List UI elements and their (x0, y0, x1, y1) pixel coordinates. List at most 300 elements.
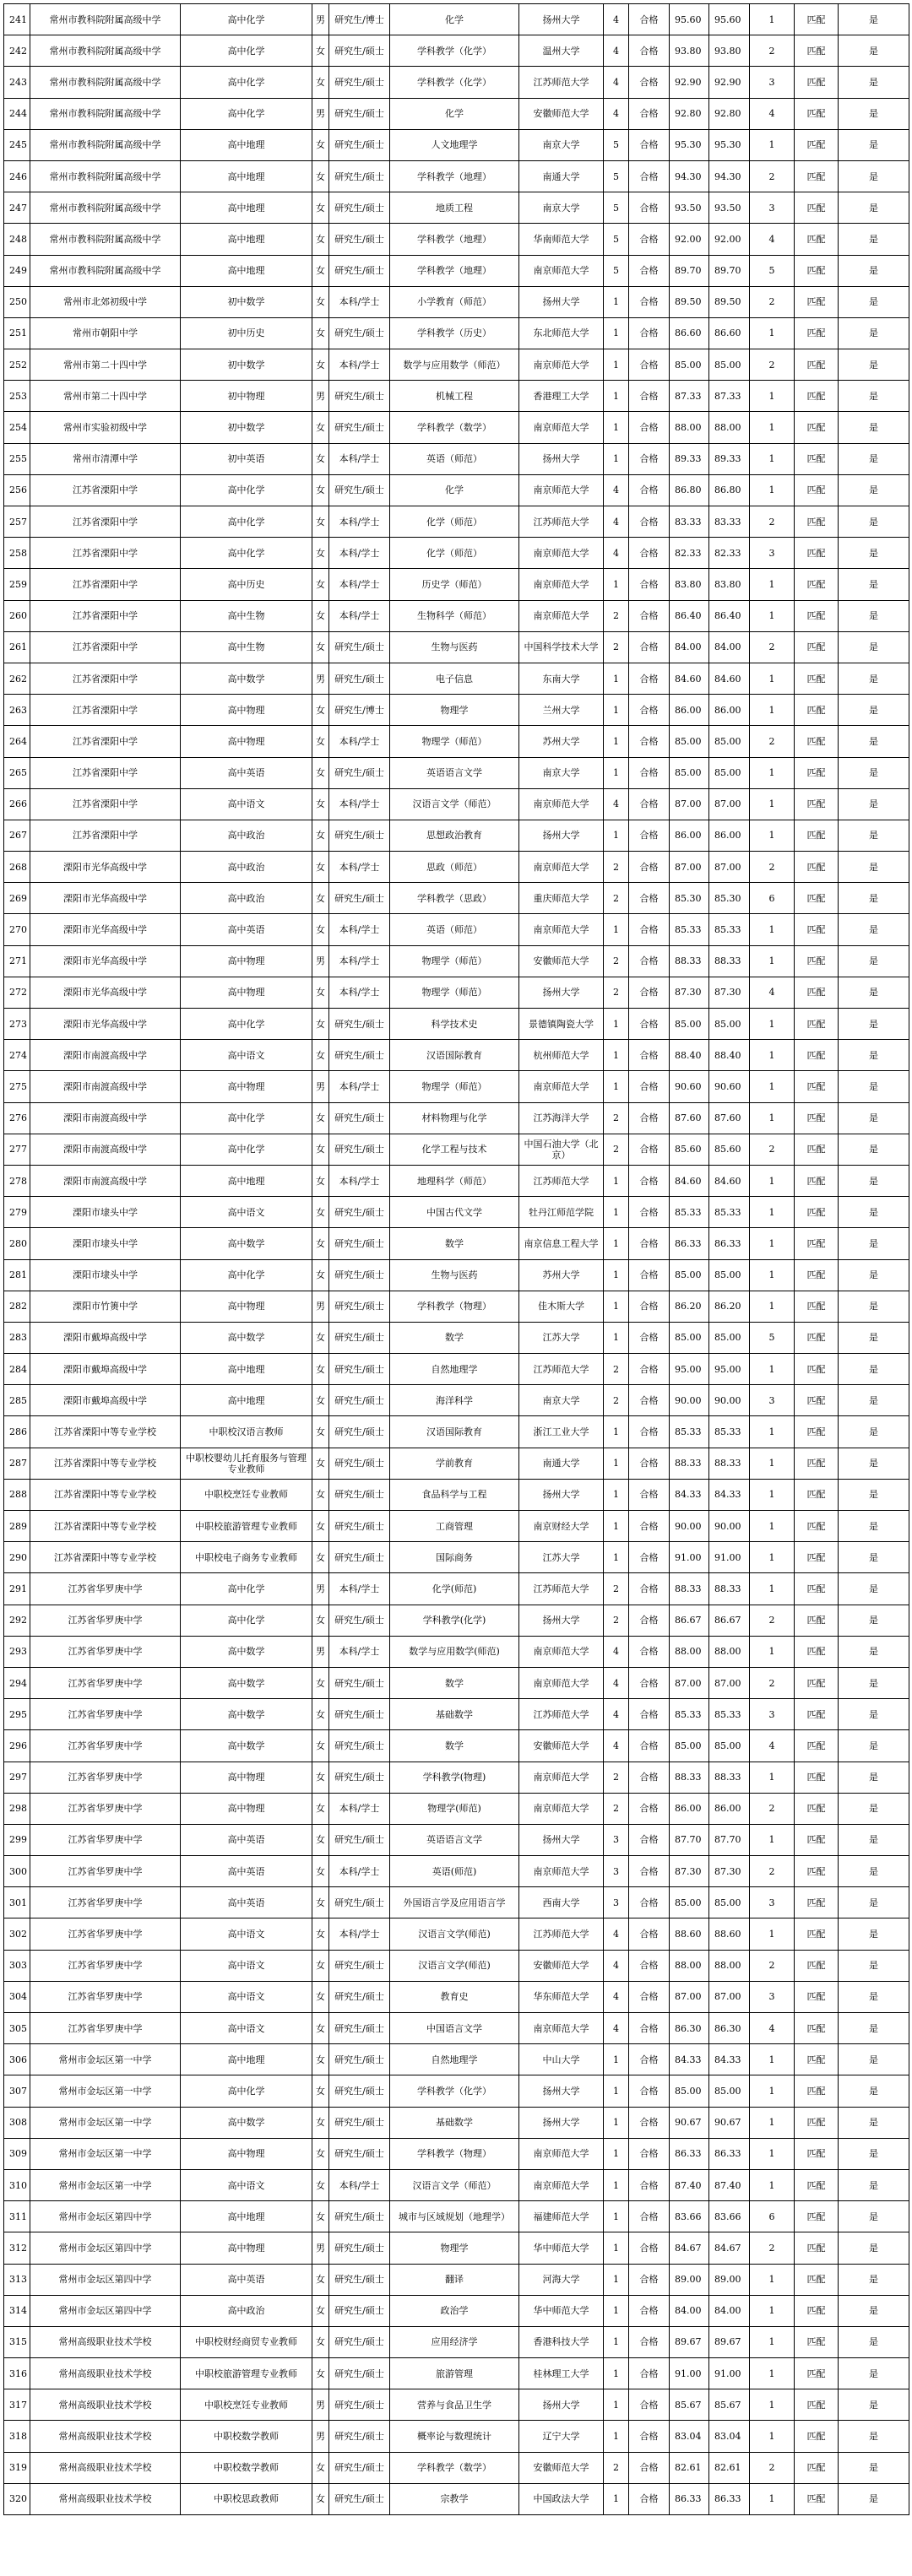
proposed-hire-cell: 是 (839, 1856, 909, 1887)
qualification-cell: 合格 (629, 1699, 670, 1730)
degree-cell: 研究生/硕士 (329, 1730, 390, 1762)
rank-cell: 2 (750, 160, 795, 192)
position-cell: 高中物理 (181, 1793, 312, 1824)
proposed-hire-cell: 是 (839, 1479, 909, 1510)
position-cell: 中职校数学教师 (181, 2452, 312, 2483)
university-cell: 中山大学 (519, 2044, 604, 2075)
major-cell: 化学(师范) (390, 1573, 519, 1605)
major-cell: 汉语言文学(师范) (390, 1918, 519, 1950)
row-number-cell: 243 (4, 67, 30, 98)
score-cell: 91.00 (670, 2358, 709, 2389)
university-cell: 江苏大学 (519, 1322, 604, 1353)
table-row (4, 883, 909, 914)
position-cell: 高中英语 (181, 1824, 312, 1855)
degree-cell: 研究生/硕士 (329, 2075, 390, 2107)
rank-cell: 2 (750, 1856, 795, 1887)
table-row (4, 1448, 909, 1479)
quota-cell: 2 (604, 977, 629, 1008)
quota-cell: 1 (604, 1009, 629, 1040)
gender-cell: 男 (312, 2232, 329, 2264)
degree-cell: 研究生/硕士 (329, 192, 390, 224)
match-cell: 匹配 (795, 1605, 839, 1636)
table-row (4, 1511, 909, 1542)
proposed-hire-cell: 是 (839, 1197, 909, 1228)
score-cell: 86.00 (670, 1793, 709, 1824)
row-number-cell: 301 (4, 1887, 30, 1918)
proposed-hire-cell: 是 (839, 1887, 909, 1918)
total-score-cell: 83.80 (709, 569, 750, 600)
rank-cell: 1 (750, 914, 795, 945)
match-cell: 匹配 (795, 757, 839, 788)
table-row (4, 2107, 909, 2138)
university-cell: 温州大学 (519, 35, 604, 67)
school-cell: 江苏省华罗庚中学 (30, 2013, 181, 2044)
match-cell: 匹配 (795, 2013, 839, 2044)
proposed-hire-cell: 是 (839, 160, 909, 192)
degree-cell: 研究生/硕士 (329, 1259, 390, 1291)
proposed-hire-cell: 是 (839, 945, 909, 977)
university-cell: 南京师范大学 (519, 349, 604, 381)
row-number-cell: 266 (4, 788, 30, 820)
total-score-cell: 85.00 (709, 2075, 750, 2107)
score-cell: 92.80 (670, 98, 709, 129)
school-cell: 江苏省溧阳中学 (30, 820, 181, 851)
score-cell: 90.60 (670, 1071, 709, 1102)
rank-cell: 1 (750, 1197, 795, 1228)
degree-cell: 本科/学士 (329, 1856, 390, 1887)
gender-cell: 男 (312, 1071, 329, 1102)
university-cell: 江苏大学 (519, 1542, 604, 1573)
row-number-cell: 275 (4, 1071, 30, 1102)
rank-cell: 2 (750, 1667, 795, 1698)
rank-cell: 1 (750, 1291, 795, 1322)
gender-cell: 女 (312, 2138, 329, 2169)
quota-cell: 1 (604, 317, 629, 349)
degree-cell: 本科/学士 (329, 914, 390, 945)
qualification-cell: 合格 (629, 1511, 670, 1542)
school-cell: 常州市金坛区第一中学 (30, 2044, 181, 2075)
qualification-cell: 合格 (629, 1479, 670, 1510)
position-cell: 高中物理 (181, 945, 312, 977)
match-cell: 匹配 (795, 2421, 839, 2452)
score-cell: 82.61 (670, 2452, 709, 2483)
match-cell: 匹配 (795, 1824, 839, 1855)
proposed-hire-cell: 是 (839, 1730, 909, 1762)
row-number-cell: 308 (4, 2107, 30, 2138)
table-row (4, 1856, 909, 1887)
degree-cell: 研究生/硕士 (329, 2358, 390, 2389)
school-cell: 江苏省华罗庚中学 (30, 1667, 181, 1698)
score-cell: 87.30 (670, 1856, 709, 1887)
proposed-hire-cell: 是 (839, 631, 909, 663)
proposed-hire-cell: 是 (839, 2295, 909, 2326)
rank-cell: 1 (750, 1416, 795, 1448)
position-cell: 高中物理 (181, 1762, 312, 1793)
gender-cell: 女 (312, 1511, 329, 1542)
position-cell: 中职校婴幼儿托育服务与管理专业教师 (181, 1448, 312, 1479)
major-cell: 历史学（师范） (390, 569, 519, 600)
rank-cell: 1 (750, 1573, 795, 1605)
row-number-cell: 280 (4, 1228, 30, 1259)
quota-cell: 1 (604, 2358, 629, 2389)
quota-cell: 4 (604, 67, 629, 98)
gender-cell: 女 (312, 569, 329, 600)
qualification-cell: 合格 (629, 1134, 670, 1165)
row-number-cell: 316 (4, 2358, 30, 2389)
gender-cell: 女 (312, 35, 329, 67)
school-cell: 江苏省溧阳中等专业学校 (30, 1542, 181, 1573)
position-cell: 高中化学 (181, 98, 312, 129)
match-cell: 匹配 (795, 255, 839, 286)
rank-cell: 1 (750, 569, 795, 600)
score-cell: 84.67 (670, 2232, 709, 2264)
degree-cell: 本科/学士 (329, 945, 390, 977)
match-cell: 匹配 (795, 1793, 839, 1824)
major-cell: 化学工程与技术 (390, 1134, 519, 1165)
proposed-hire-cell: 是 (839, 2138, 909, 2169)
quota-cell: 1 (604, 663, 629, 694)
rank-cell: 1 (750, 1762, 795, 1793)
row-number-cell: 289 (4, 1511, 30, 1542)
university-cell: 杭州师范大学 (519, 1040, 604, 1071)
score-cell: 86.33 (670, 2138, 709, 2169)
score-cell: 83.80 (670, 569, 709, 600)
rank-cell: 4 (750, 977, 795, 1008)
total-score-cell: 95.30 (709, 129, 750, 160)
row-number-cell: 245 (4, 129, 30, 160)
degree-cell: 研究生/硕士 (329, 2013, 390, 2044)
university-cell: 扬州大学 (519, 286, 604, 317)
degree-cell: 研究生/硕士 (329, 1040, 390, 1071)
degree-cell: 研究生/硕士 (329, 1228, 390, 1259)
university-cell: 扬州大学 (519, 1605, 604, 1636)
major-cell: 生物与医药 (390, 1259, 519, 1291)
school-cell: 溧阳市戴埠高级中学 (30, 1322, 181, 1353)
score-cell: 93.50 (670, 192, 709, 224)
university-cell: 南京师范大学 (519, 1856, 604, 1887)
proposed-hire-cell: 是 (839, 4, 909, 35)
score-cell: 85.00 (670, 1730, 709, 1762)
total-score-cell: 85.60 (709, 1134, 750, 1165)
major-cell: 基础数学 (390, 2107, 519, 2138)
match-cell: 匹配 (795, 1730, 839, 1762)
school-cell: 江苏省溧阳中学 (30, 663, 181, 694)
major-cell: 思想政治教育 (390, 820, 519, 851)
position-cell: 中职校财经商贸专业教师 (181, 2326, 312, 2357)
university-cell: 景德镇陶瓷大学 (519, 1009, 604, 1040)
rank-cell: 5 (750, 1322, 795, 1353)
row-number-cell: 263 (4, 695, 30, 726)
quota-cell: 1 (604, 2232, 629, 2264)
university-cell: 兰州大学 (519, 695, 604, 726)
position-cell: 中职校电子商务专业教师 (181, 1542, 312, 1573)
qualification-cell: 合格 (629, 726, 670, 757)
score-cell: 90.67 (670, 2107, 709, 2138)
match-cell: 匹配 (795, 381, 839, 412)
table-row (4, 1981, 909, 2012)
gender-cell: 女 (312, 317, 329, 349)
qualification-cell: 合格 (629, 2075, 670, 2107)
degree-cell: 本科/学士 (329, 977, 390, 1008)
school-cell: 江苏省华罗庚中学 (30, 1793, 181, 1824)
quota-cell: 4 (604, 1950, 629, 1981)
score-cell: 91.00 (670, 1542, 709, 1573)
gender-cell: 女 (312, 412, 329, 443)
degree-cell: 本科/学士 (329, 1071, 390, 1102)
proposed-hire-cell: 是 (839, 1134, 909, 1165)
major-cell: 学科教学(物理) (390, 1762, 519, 1793)
qualification-cell: 合格 (629, 2169, 670, 2200)
quota-cell: 2 (604, 883, 629, 914)
position-cell: 高中物理 (181, 695, 312, 726)
qualification-cell: 合格 (629, 1950, 670, 1981)
quota-cell: 4 (604, 1730, 629, 1762)
gender-cell: 女 (312, 2169, 329, 2200)
qualification-cell: 合格 (629, 663, 670, 694)
quota-cell: 3 (604, 1824, 629, 1855)
proposed-hire-cell: 是 (839, 695, 909, 726)
school-cell: 溧阳市埭头中学 (30, 1259, 181, 1291)
major-cell: 机械工程 (390, 381, 519, 412)
school-cell: 常州市教科院附属高级中学 (30, 98, 181, 129)
university-cell: 苏州大学 (519, 1259, 604, 1291)
total-score-cell: 86.33 (709, 2138, 750, 2169)
degree-cell: 研究生/硕士 (329, 2201, 390, 2232)
university-cell: 牡丹江师范学院 (519, 1197, 604, 1228)
total-score-cell: 86.00 (709, 820, 750, 851)
match-cell: 匹配 (795, 4, 839, 35)
major-cell: 学科教学（物理） (390, 2138, 519, 2169)
qualification-cell: 合格 (629, 1071, 670, 1102)
degree-cell: 本科/学士 (329, 1165, 390, 1196)
qualification-cell: 合格 (629, 1448, 670, 1479)
degree-cell: 研究生/硕士 (329, 1197, 390, 1228)
qualification-cell: 合格 (629, 1385, 670, 1416)
total-score-cell: 91.00 (709, 1542, 750, 1573)
match-cell: 匹配 (795, 1887, 839, 1918)
total-score-cell: 84.33 (709, 1479, 750, 1510)
major-cell: 化学（师范） (390, 538, 519, 569)
total-score-cell: 88.33 (709, 945, 750, 977)
position-cell: 高中语文 (181, 2169, 312, 2200)
table-row (4, 1009, 909, 1040)
degree-cell: 研究生/硕士 (329, 2452, 390, 2483)
total-score-cell: 95.60 (709, 4, 750, 35)
university-cell: 扬州大学 (519, 2107, 604, 2138)
gender-cell: 男 (312, 2421, 329, 2452)
gender-cell: 女 (312, 977, 329, 1008)
row-number-cell: 251 (4, 317, 30, 349)
rank-cell: 1 (750, 317, 795, 349)
school-cell: 溧阳市戴埠高级中学 (30, 1354, 181, 1385)
quota-cell: 4 (604, 4, 629, 35)
table-row (4, 1636, 909, 1667)
school-cell: 常州市实验初级中学 (30, 412, 181, 443)
score-cell: 84.60 (670, 1165, 709, 1196)
gender-cell: 女 (312, 631, 329, 663)
quota-cell: 1 (604, 2421, 629, 2452)
degree-cell: 本科/学士 (329, 600, 390, 631)
position-cell: 初中数学 (181, 286, 312, 317)
gender-cell: 女 (312, 1448, 329, 1479)
school-cell: 溧阳市光华高级中学 (30, 945, 181, 977)
row-number-cell: 319 (4, 2452, 30, 2483)
rank-cell: 3 (750, 192, 795, 224)
major-cell: 学科教学（数学） (390, 412, 519, 443)
table-row (4, 695, 909, 726)
score-cell: 87.00 (670, 788, 709, 820)
table-row (4, 1918, 909, 1950)
rank-cell: 4 (750, 224, 795, 255)
total-score-cell: 86.33 (709, 2483, 750, 2514)
proposed-hire-cell: 是 (839, 381, 909, 412)
match-cell: 匹配 (795, 2201, 839, 2232)
school-cell: 江苏省溧阳中学 (30, 506, 181, 538)
row-number-cell: 320 (4, 2483, 30, 2514)
university-cell: 桂林理工大学 (519, 2358, 604, 2389)
quota-cell: 2 (604, 1134, 629, 1165)
score-cell: 95.00 (670, 1354, 709, 1385)
school-cell: 江苏省华罗庚中学 (30, 1918, 181, 1950)
row-number-cell: 256 (4, 474, 30, 506)
table-row (4, 757, 909, 788)
school-cell: 江苏省华罗庚中学 (30, 1762, 181, 1793)
score-cell: 85.60 (670, 1134, 709, 1165)
rank-cell: 2 (750, 1793, 795, 1824)
total-score-cell: 85.33 (709, 1699, 750, 1730)
proposed-hire-cell: 是 (839, 2044, 909, 2075)
degree-cell: 研究生/硕士 (329, 1542, 390, 1573)
university-cell: 南京师范大学 (519, 1071, 604, 1102)
total-score-cell: 89.33 (709, 443, 750, 474)
rank-cell: 2 (750, 726, 795, 757)
row-number-cell: 242 (4, 35, 30, 67)
table-row (4, 2389, 909, 2421)
university-cell: 南京师范大学 (519, 914, 604, 945)
match-cell: 匹配 (795, 160, 839, 192)
major-cell: 学科教学（数学） (390, 2452, 519, 2483)
university-cell: 苏州大学 (519, 726, 604, 757)
row-number-cell: 297 (4, 1762, 30, 1793)
match-cell: 匹配 (795, 192, 839, 224)
major-cell: 汉语言文学（师范） (390, 2169, 519, 2200)
qualification-cell: 合格 (629, 600, 670, 631)
score-cell: 85.33 (670, 1197, 709, 1228)
total-score-cell: 85.00 (709, 349, 750, 381)
score-cell: 88.33 (670, 1762, 709, 1793)
table-row (4, 600, 909, 631)
gender-cell: 女 (312, 1730, 329, 1762)
qualification-cell: 合格 (629, 1009, 670, 1040)
university-cell: 扬州大学 (519, 1479, 604, 1510)
gender-cell: 男 (312, 663, 329, 694)
proposed-hire-cell: 是 (839, 977, 909, 1008)
row-number-cell: 247 (4, 192, 30, 224)
position-cell: 高中化学 (181, 474, 312, 506)
rank-cell: 1 (750, 1479, 795, 1510)
position-cell: 高中数学 (181, 1228, 312, 1259)
score-cell: 86.33 (670, 1228, 709, 1259)
university-cell: 南京师范大学 (519, 569, 604, 600)
school-cell: 常州市第二十四中学 (30, 349, 181, 381)
row-number-cell: 303 (4, 1950, 30, 1981)
rank-cell: 1 (750, 2169, 795, 2200)
degree-cell: 研究生/硕士 (329, 2483, 390, 2514)
gender-cell: 女 (312, 788, 329, 820)
total-score-cell: 87.60 (709, 1102, 750, 1134)
quota-cell: 2 (604, 2452, 629, 2483)
table-row (4, 1354, 909, 1385)
degree-cell: 研究生/硕士 (329, 224, 390, 255)
match-cell: 匹配 (795, 474, 839, 506)
qualification-cell: 合格 (629, 1197, 670, 1228)
quota-cell: 5 (604, 255, 629, 286)
match-cell: 匹配 (795, 2169, 839, 2200)
major-cell: 物理学（师范） (390, 726, 519, 757)
total-score-cell: 84.67 (709, 2232, 750, 2264)
match-cell: 匹配 (795, 726, 839, 757)
table-row (4, 1197, 909, 1228)
degree-cell: 研究生/博士 (329, 695, 390, 726)
major-cell: 营养与食品卫生学 (390, 2389, 519, 2421)
rank-cell: 1 (750, 2389, 795, 2421)
degree-cell: 研究生/硕士 (329, 1009, 390, 1040)
rank-cell: 2 (750, 286, 795, 317)
degree-cell: 研究生/硕士 (329, 1511, 390, 1542)
score-cell: 88.00 (670, 412, 709, 443)
rank-cell: 4 (750, 98, 795, 129)
total-score-cell: 93.50 (709, 192, 750, 224)
rank-cell: 6 (750, 883, 795, 914)
quota-cell: 1 (604, 2201, 629, 2232)
university-cell: 南京大学 (519, 757, 604, 788)
proposed-hire-cell: 是 (839, 1981, 909, 2012)
table-row (4, 1605, 909, 1636)
degree-cell: 本科/学士 (329, 1918, 390, 1950)
major-cell: 地质工程 (390, 192, 519, 224)
qualification-cell: 合格 (629, 1667, 670, 1698)
quota-cell: 1 (604, 1071, 629, 1102)
degree-cell: 本科/学士 (329, 286, 390, 317)
total-score-cell: 84.60 (709, 663, 750, 694)
degree-cell: 本科/学士 (329, 569, 390, 600)
qualification-cell: 合格 (629, 1102, 670, 1134)
position-cell: 高中化学 (181, 1009, 312, 1040)
row-number-cell: 241 (4, 4, 30, 35)
university-cell: 南京师范大学 (519, 1636, 604, 1667)
score-cell: 88.40 (670, 1040, 709, 1071)
qualification-cell: 合格 (629, 2107, 670, 2138)
university-cell: 安徽师范大学 (519, 2452, 604, 2483)
total-score-cell: 88.00 (709, 1950, 750, 1981)
degree-cell: 研究生/硕士 (329, 474, 390, 506)
match-cell: 匹配 (795, 1479, 839, 1510)
match-cell: 匹配 (795, 2232, 839, 2264)
match-cell: 匹配 (795, 1228, 839, 1259)
school-cell: 溧阳市光华高级中学 (30, 977, 181, 1008)
degree-cell: 研究生/硕士 (329, 1824, 390, 1855)
proposed-hire-cell: 是 (839, 2389, 909, 2421)
major-cell: 自然地理学 (390, 2044, 519, 2075)
score-cell: 84.33 (670, 1479, 709, 1510)
position-cell: 高中数学 (181, 1699, 312, 1730)
gender-cell: 女 (312, 192, 329, 224)
qualification-cell: 合格 (629, 317, 670, 349)
degree-cell: 本科/学士 (329, 349, 390, 381)
table-row (4, 1416, 909, 1448)
table-row (4, 1950, 909, 1981)
school-cell: 常州市教科院附属高级中学 (30, 35, 181, 67)
